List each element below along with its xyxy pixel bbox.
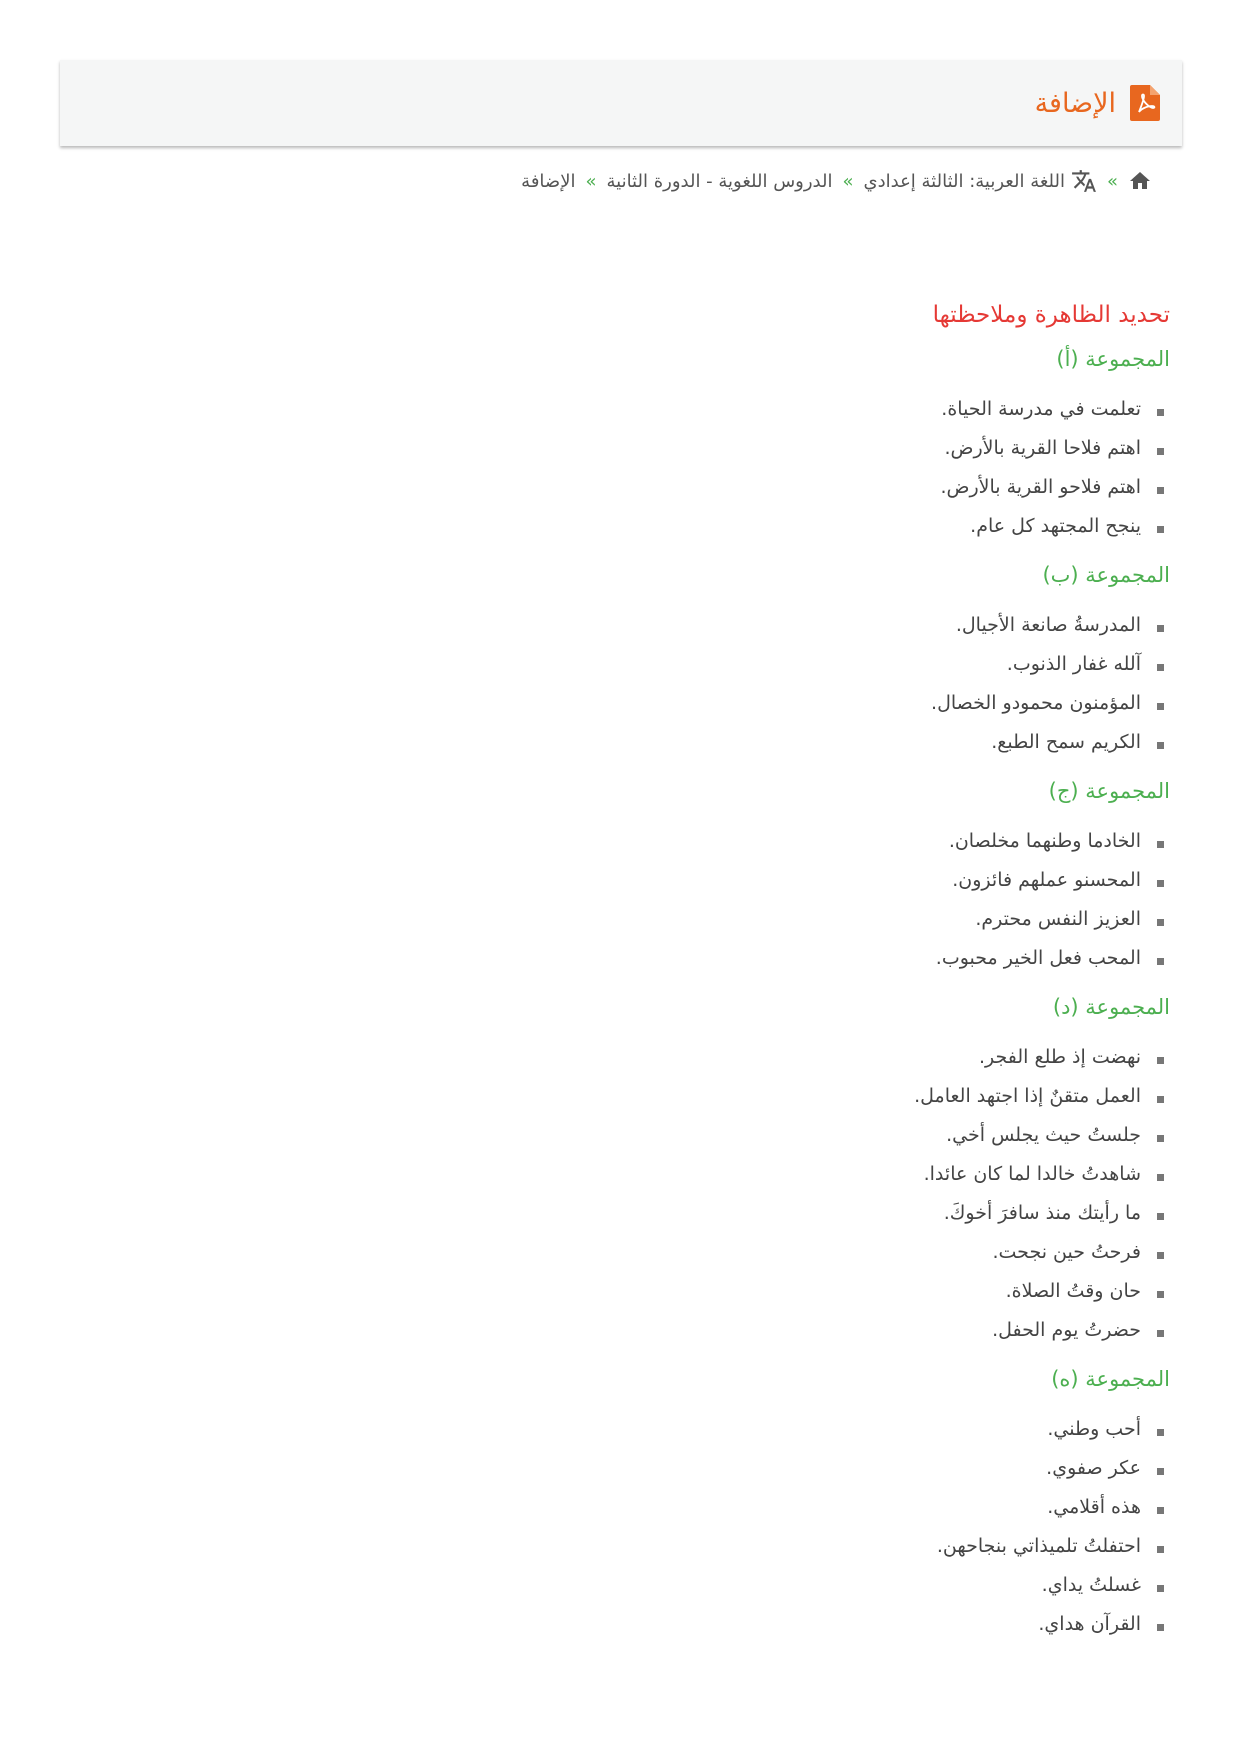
list-item xyxy=(610,1410,1170,1449)
list-item xyxy=(610,429,1170,468)
list-item xyxy=(610,507,1170,546)
bullet-icon xyxy=(1157,742,1164,749)
list-item xyxy=(610,900,1170,939)
example-sentence: العمل متقنٌ إذا اجتهد العامل. xyxy=(914,1085,1141,1107)
list-item xyxy=(610,1116,1170,1155)
bullet-icon xyxy=(1157,1096,1164,1103)
breadcrumb-item-lessons[interactable]: الدروس اللغوية - الدورة الثانية xyxy=(606,170,833,192)
example-sentence: هذه أقلامي. xyxy=(1047,1496,1141,1518)
example-list xyxy=(610,822,1170,978)
group-e xyxy=(610,1362,1170,1644)
example-sentence: حضرتُ يوم الحفل. xyxy=(992,1319,1141,1341)
bullet-icon xyxy=(1157,1429,1164,1436)
example-list xyxy=(610,606,1170,762)
example-sentence: احتفلتُ تلميذاتي بنجاحهن. xyxy=(936,1535,1141,1557)
example-sentence: العزيز النفس محترم. xyxy=(975,908,1141,930)
example-sentence: المحسنو عملهم فائزون. xyxy=(952,869,1141,891)
example-list xyxy=(610,1038,1170,1350)
example-sentence: حان وقتُ الصلاة. xyxy=(1005,1280,1141,1302)
list-item xyxy=(610,1449,1170,1488)
list-item xyxy=(610,1194,1170,1233)
lesson-content xyxy=(610,296,1170,1656)
example-sentence: فرحتُ حين نجحت. xyxy=(992,1241,1141,1263)
bullet-icon xyxy=(1157,958,1164,965)
example-sentence: المؤمنون محمودو الخصال. xyxy=(931,692,1141,714)
list-item xyxy=(610,1527,1170,1566)
breadcrumb-separator: » xyxy=(1106,170,1118,192)
example-sentence: نهضت إذ طلع الفجر. xyxy=(978,1046,1141,1068)
translate-icon xyxy=(1071,168,1097,194)
pdf-icon[interactable] xyxy=(1130,85,1160,121)
group-b xyxy=(610,558,1170,762)
group-title: المجموعة (ب) xyxy=(1042,563,1170,587)
example-list xyxy=(610,390,1170,546)
bullet-icon xyxy=(1157,1330,1164,1337)
list-item xyxy=(610,684,1170,723)
list-item xyxy=(610,606,1170,645)
bullet-icon xyxy=(1157,625,1164,632)
list-item xyxy=(610,1566,1170,1605)
bullet-icon xyxy=(1157,1174,1164,1181)
bullet-icon xyxy=(1157,487,1164,494)
bullet-icon xyxy=(1157,1057,1164,1064)
group-c xyxy=(610,774,1170,978)
group-title: المجموعة (د) xyxy=(1052,995,1170,1019)
group-title: المجموعة (ج) xyxy=(1048,779,1170,803)
example-sentence: الكريم سمح الطبع. xyxy=(991,731,1141,753)
example-list xyxy=(610,1410,1170,1644)
example-sentence: غسلتُ يداي. xyxy=(1041,1574,1141,1596)
bullet-icon xyxy=(1157,409,1164,416)
bullet-icon xyxy=(1157,1291,1164,1298)
breadcrumb-item-current: الإضافة xyxy=(521,170,576,192)
list-item xyxy=(610,861,1170,900)
example-sentence: جلستُ حيث يجلس أخي. xyxy=(946,1124,1141,1146)
bullet-icon xyxy=(1157,1585,1164,1592)
example-sentence: آلله غفار الذنوب. xyxy=(1006,653,1141,675)
breadcrumb xyxy=(521,168,1152,194)
bullet-icon xyxy=(1157,664,1164,671)
list-item xyxy=(610,723,1170,762)
example-sentence: ينجح المجتهد كل عام. xyxy=(970,515,1141,537)
home-icon[interactable] xyxy=(1128,169,1152,193)
bullet-icon xyxy=(1157,919,1164,926)
example-sentence: أحب وطني. xyxy=(1047,1418,1141,1440)
example-sentence: الخادما وطنهما مخلصان. xyxy=(948,830,1141,852)
bullet-icon xyxy=(1157,1624,1164,1631)
group-title: المجموعة (ه) xyxy=(1051,1367,1170,1391)
list-item xyxy=(610,1077,1170,1116)
bullet-icon xyxy=(1157,703,1164,710)
group-d xyxy=(610,990,1170,1350)
list-item xyxy=(610,390,1170,429)
list-item xyxy=(610,1605,1170,1644)
bullet-icon xyxy=(1157,1546,1164,1553)
list-item xyxy=(610,1038,1170,1077)
list-item xyxy=(610,1155,1170,1194)
example-sentence: اهتم فلاحا القرية بالأرض. xyxy=(944,437,1141,459)
example-sentence: شاهدتُ خالدا لما كان عائدا. xyxy=(923,1163,1141,1185)
list-item xyxy=(610,939,1170,978)
page-header xyxy=(60,60,1182,146)
list-item xyxy=(610,1311,1170,1350)
list-item xyxy=(610,1233,1170,1272)
list-item xyxy=(610,645,1170,684)
breadcrumb-separator: » xyxy=(585,170,597,192)
breadcrumb-separator: » xyxy=(842,170,854,192)
list-item xyxy=(610,822,1170,861)
bullet-icon xyxy=(1157,1507,1164,1514)
example-sentence: المدرسةُ صانعة الأجيال. xyxy=(955,614,1141,636)
bullet-icon xyxy=(1157,1135,1164,1142)
example-sentence: تعلمت في مدرسة الحياة. xyxy=(941,398,1141,420)
page-title: الإضافة xyxy=(1034,87,1116,119)
example-sentence: القرآن هداي. xyxy=(1038,1613,1141,1635)
example-sentence: عكر صفوي. xyxy=(1046,1457,1141,1479)
bullet-icon xyxy=(1157,1252,1164,1259)
bullet-icon xyxy=(1157,880,1164,887)
bullet-icon xyxy=(1157,1468,1164,1475)
section-heading: تحديد الظاهرة وملاحظتها xyxy=(932,302,1170,328)
list-item xyxy=(610,1272,1170,1311)
group-a xyxy=(610,342,1170,546)
example-sentence: ما رأيتك منذ سافرَ أخوكَ. xyxy=(943,1202,1141,1224)
breadcrumb-item-subject[interactable]: اللغة العربية: الثالثة إعدادي xyxy=(863,170,1065,192)
list-item xyxy=(610,1488,1170,1527)
list-item xyxy=(610,468,1170,507)
group-title: المجموعة (أ) xyxy=(1056,347,1170,371)
bullet-icon xyxy=(1157,1213,1164,1220)
bullet-icon xyxy=(1157,448,1164,455)
bullet-icon xyxy=(1157,526,1164,533)
example-sentence: اهتم فلاحو القرية بالأرض. xyxy=(940,476,1141,498)
example-sentence: المحب فعل الخير محبوب. xyxy=(935,947,1141,969)
bullet-icon xyxy=(1157,841,1164,848)
